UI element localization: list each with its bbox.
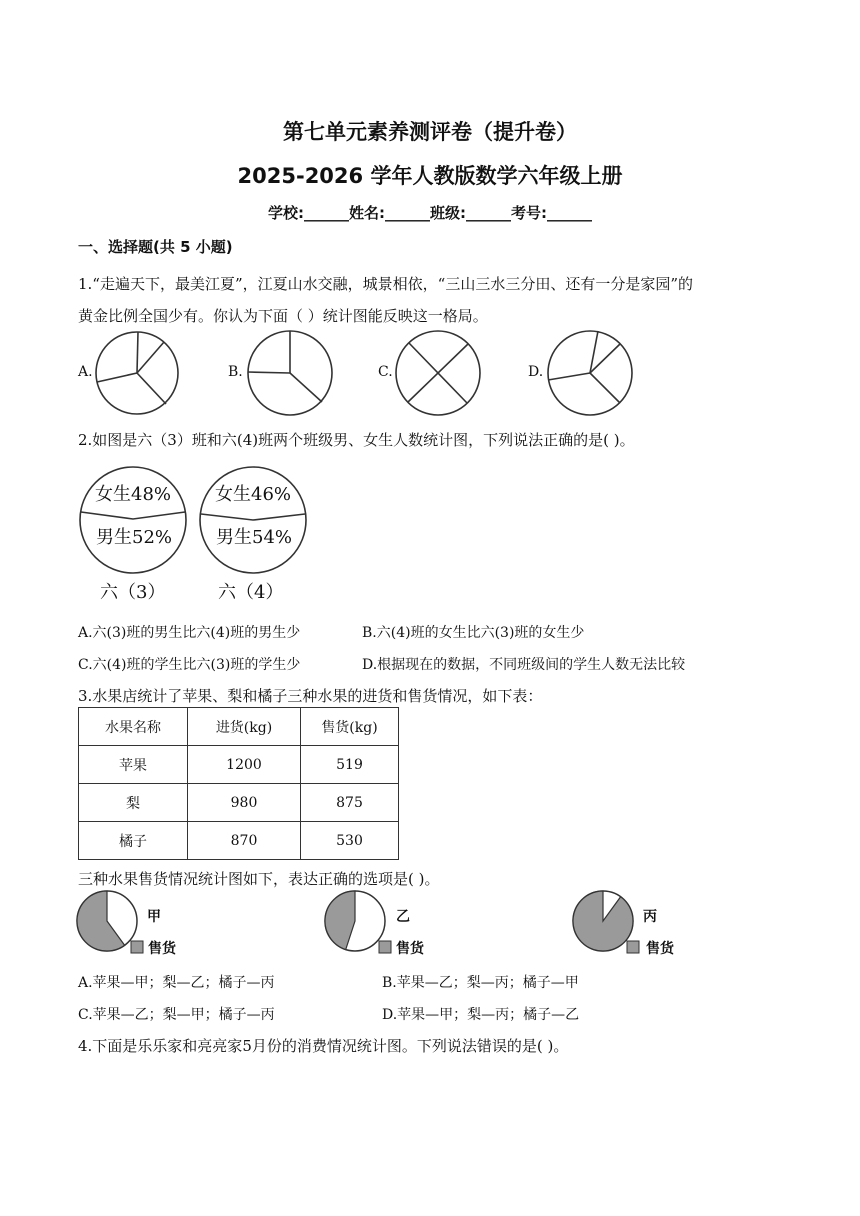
legend-swatch xyxy=(627,941,639,953)
q2-option-c: C.六(4)班的学生比六(3)班的学生少 xyxy=(78,657,301,673)
section-heading: 一、选择题(共 5 小题) xyxy=(78,238,233,256)
table-cell: 870 xyxy=(188,822,301,860)
table-row xyxy=(79,822,399,860)
q2-class4-male: 男生54% xyxy=(216,527,293,548)
q2-class4-female: 女生46% xyxy=(215,484,292,505)
q2-class4-caption: 六（4） xyxy=(218,582,284,603)
fruit-table xyxy=(78,707,399,860)
q3-legend-jia: 售货 xyxy=(148,941,176,957)
pie-slice-sales xyxy=(573,891,633,951)
q3-pie-label-jia: 甲 xyxy=(147,909,161,925)
q1-option-c-label: C. xyxy=(378,364,393,380)
table-header: 售货(kg) xyxy=(301,708,399,746)
table-cell: 980 xyxy=(188,784,301,822)
q3-option-d: D.苹果—甲；梨—丙；橘子—乙 xyxy=(382,1007,580,1023)
exam-title: 第七单元素养测评卷（提升卷） xyxy=(283,120,577,144)
q2-class3-caption: 六（3） xyxy=(100,582,166,603)
table-header: 进货(kg) xyxy=(188,708,301,746)
legend-swatch xyxy=(379,941,391,953)
q1-line2: 黄金比例全国少有。你认为下面（ ）统计图能反映这一格局。 xyxy=(78,307,488,325)
table-cell: 519 xyxy=(301,746,399,784)
q2-class3-male: 男生52% xyxy=(96,527,173,548)
q3-pie-bing xyxy=(572,888,692,958)
exam-subtitle: 2025-2026 学年人教版数学六年级上册 xyxy=(237,164,623,188)
table-header-row xyxy=(79,708,399,746)
table-cell: 1200 xyxy=(188,746,301,784)
q1-option-c-pie xyxy=(392,330,484,416)
q3-legend-bing: 售货 xyxy=(646,941,674,957)
legend-swatch xyxy=(131,941,143,953)
q3-stem: 3.水果店统计了苹果、梨和橘子三种水果的进货和售货情况，如下表： xyxy=(78,687,543,705)
q2-option-b: B.六(4)班的女生比六(3)班的女生少 xyxy=(362,625,585,641)
q2-option-d: D.根据现在的数据，不同班级间的学生人数无法比较 xyxy=(362,657,686,673)
q3-legend-yi: 售货 xyxy=(396,941,424,957)
student-info-line: 学校:______姓名:______班级:______考号:______ xyxy=(268,204,592,222)
q1-option-d-pie xyxy=(544,330,636,416)
table-cell: 梨 xyxy=(79,784,188,822)
q3-option-b: B.苹果—乙；梨—丙；橘子—甲 xyxy=(382,975,579,991)
q3-pie-label-yi: 乙 xyxy=(396,909,410,925)
q4-stem: 4.下面是乐乐家和亮亮家5月份的消费情况统计图。下列说法错误的是( )。 xyxy=(78,1037,569,1055)
q1-option-b-pie xyxy=(244,330,336,416)
q3-option-a: A.苹果—甲；梨—乙；橘子—丙 xyxy=(78,975,275,991)
table-cell: 苹果 xyxy=(79,746,188,784)
q2-class3-female: 女生48% xyxy=(95,484,172,505)
q2-option-a: A.六(3)班的男生比六(4)班的男生少 xyxy=(78,625,301,641)
table-row xyxy=(79,746,399,784)
table-cell: 530 xyxy=(301,822,399,860)
q3-option-c: C.苹果—乙；梨—甲；橘子—丙 xyxy=(78,1007,275,1023)
q2-stem: 2.如图是六（3）班和六(4)班两个班级男、女生人数统计图，下列说法正确的是( )。 xyxy=(78,431,635,449)
table-cell: 橘子 xyxy=(79,822,188,860)
q1-option-d-label: D. xyxy=(528,364,544,380)
q1-option-a-label: A. xyxy=(78,364,93,380)
table-row xyxy=(79,784,399,822)
table-cell: 875 xyxy=(301,784,399,822)
table-header: 水果名称 xyxy=(79,708,188,746)
q1-line1: 1.“走遍天下，最美江夏”，江夏山水交融，城景相依，“三山三水三分田、还有一分是家园”的 xyxy=(78,275,693,293)
q3-pie-jia xyxy=(76,888,196,958)
q1-option-a-pie xyxy=(94,330,182,416)
q3-pie-label-bing: 丙 xyxy=(643,909,657,925)
q3-pie-yi xyxy=(324,888,444,958)
q3-stem2: 三种水果售货情况统计图如下，表达正确的选项是( )。 xyxy=(78,870,440,888)
q1-option-b-label: B. xyxy=(228,364,243,380)
